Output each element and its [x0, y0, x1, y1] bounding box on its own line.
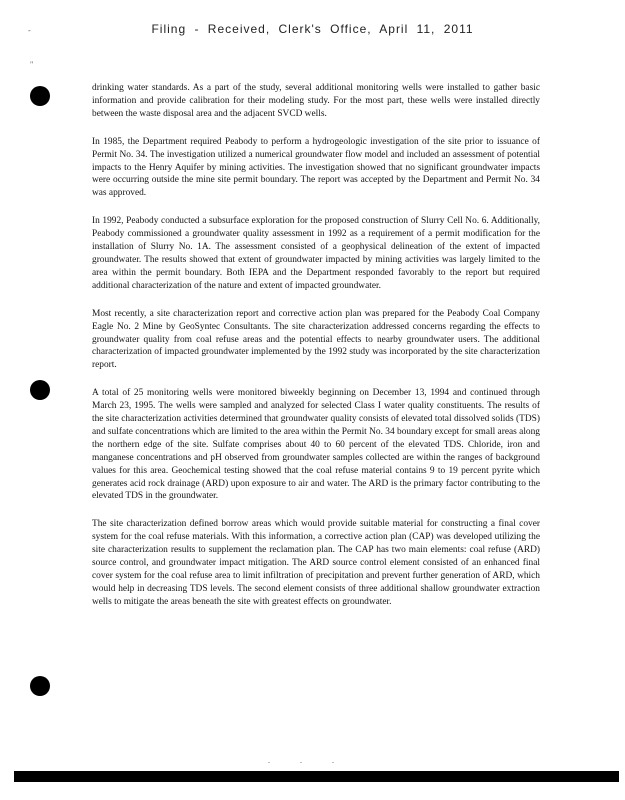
- punch-hole-middle: [30, 380, 50, 400]
- document-body: [92, 82, 540, 624]
- punch-hole-bottom: [30, 676, 50, 696]
- paragraph-drinking-water: drinking water standards. As a part of the study, several additional monitoring wells were installed to gather basic information and provide calibration for their modeling study. For the most part, these wells were installed directly between the waste disposal area and the adjacent SVCD wells.: [92, 83, 540, 119]
- filing-stamp-header: Filing - Received, Clerk's Office, April 11, 2011: [151, 22, 474, 36]
- paragraph-corrective-action-plan: The site characterization defined borrow areas which would provide suitable material for constructing a final cover system for the coal refuse materials. With this information, a corrective action plan (CAP) was developed utilizing the site characterization results to supplement the reclamation plan. The CAP has two main elements: coal refuse (ARD) source control, and groundwater impact mitigation. The ARD source control element consisted of an enhanced final cover system for the coal refuse area to limit infiltration of precipitation and prevent further generation of ARD, which would help in decreasing TDS levels. The second element consists of three additional shallow groundwater extraction wells to mitigate the areas beneath the site with greatest effects on groundwater.: [92, 519, 540, 607]
- header-left-mark: -: [28, 26, 31, 35]
- paragraph-monitoring-wells: A total of 25 monitoring wells were monitored biweekly beginning on December 13, 1994 and continued through March 23, 1995. The wells were sampled and analyzed for selected Class I water quality constituents. The results of the site characterization activities determined that groundwater quality consists of elevated total dissolved solids (TDS) and sulfate concentrations which are limited to the area within the Permit No. 34 boundary except for small areas along the northern edge of the site. Sulfate comprises about 40 to 60 percent of the elevated TDS. Chloride, iron and manganese concentrations and pH observed from groundwater samples collected are within the ranges of background values for this area. Geochemical testing showed that the coal refuse material contains 9 to 19 percent pyrite which generates acid rock drainage (ARD) upon exposure to air and water. The ARD is the primary factor contributing to the elevated TDS in the groundwater.: [92, 388, 540, 502]
- punch-hole-top: [30, 86, 50, 106]
- small-stray-mark: ": [30, 60, 34, 69]
- footer-dots: . . .: [268, 756, 348, 765]
- paragraph-site-characterization-report: Most recently, a site characterization report and corrective action plan was prepared for the Peabody Coal Company Eagle No. 2 Mine by GeoSyntec Consultants. The site characterization addressed concerns regarding the effects to groundwater quality from coal refuse areas and the potential effects to nearby groundwater users. The additional characterization of impacted groundwater implemented by the 1992 study was incorporated by the site characterization report.: [92, 308, 540, 371]
- paragraph-1985-investigation: In 1985, the Department required Peabody to perform a hydrogeologic investigation of the site prior to issuance of Permit No. 34. The investigation utilized a numerical groundwater flow model and included an assessment of potential impacts to the Henry Aquifer by mining activities. The investigation showed that no significant groundwater impacts were occurring outside the mine site permit boundary. The report was accepted by the Department and Permit No. 34 was approved.: [92, 136, 540, 199]
- scan-edge-bar: [14, 771, 619, 782]
- paragraph-1992-exploration: In 1992, Peabody conducted a subsurface exploration for the proposed construction of Slurry Cell No. 6. Additionally, Peabody commissioned a groundwater quality assessment in 1992 as a requirement of a permit modification for the installation of Slurry No. 1A. The assessment consisted of a geophysical delineation of the extent of impacted groundwater. The results showed that extent of groundwater impacted by mining activities was largely limited to the area within the permit boundary. Both IEPA and the Department responded favorably to the report but required additional characterization of the nature and extent of impacted groundwater.: [92, 216, 540, 291]
